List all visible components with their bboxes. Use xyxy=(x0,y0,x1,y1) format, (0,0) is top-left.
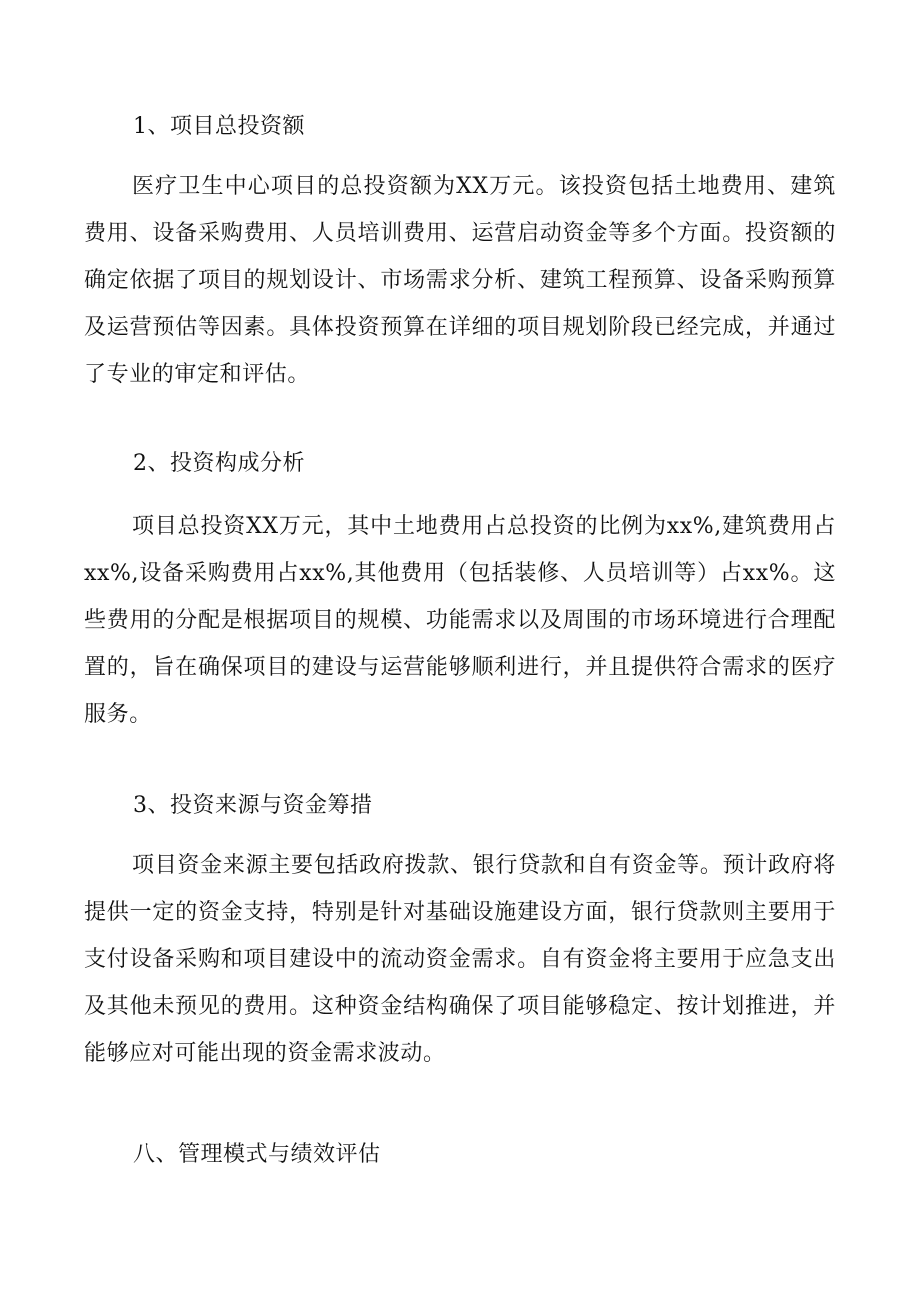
section-heading: 1、项目总投资额 xyxy=(133,114,305,139)
section-heading: 2、投资构成分析 xyxy=(133,451,305,476)
section-heading: 3、投资来源与资金筹措 xyxy=(133,793,373,818)
section-paragraph: 医疗卫生中心项目的总投资额为XX万元。该投资包括土地费用、建筑费用、设备采购费用、人员培训费用、运营启动资金等多个方面。投资额的确定依据了项目的规划设计、市场需求分析、建筑工程预算、设备采购预算及运营预估等因素。具体投资预算在详细的项目规划阶段已经完成，并通过了专业的审定和评估。 xyxy=(84,174,836,387)
section-paragraph: 项目总投资XX万元，其中土地费用占总投资的比例为xx%,建筑费用占xx%,设备采购费用占xx%,其他费用（包括装修、人员培训等）占xx%。这些费用的分配是根据项目的规模、功能需求以及周围的市场环境进行合理配置的，旨在确保项目的建设与运营能够顺利进行，并且提供符合需求的医疗服务。 xyxy=(84,514,836,727)
chapter-heading: 八、管理模式与绩效评估 xyxy=(133,1142,381,1167)
section-paragraph: 项目资金来源主要包括政府拨款、银行贷款和自有资金等。预计政府将提供一定的资金支持，特别是针对基础设施建设方面，银行贷款则主要用于支付设备采购和项目建设中的流动资金需求。自有资金将主要用于应急支出及其他未预见的费用。这种资金结构确保了项目能够稳定、按计划推进，并能够应对可能出现的资金需求波动。 xyxy=(84,853,836,1066)
